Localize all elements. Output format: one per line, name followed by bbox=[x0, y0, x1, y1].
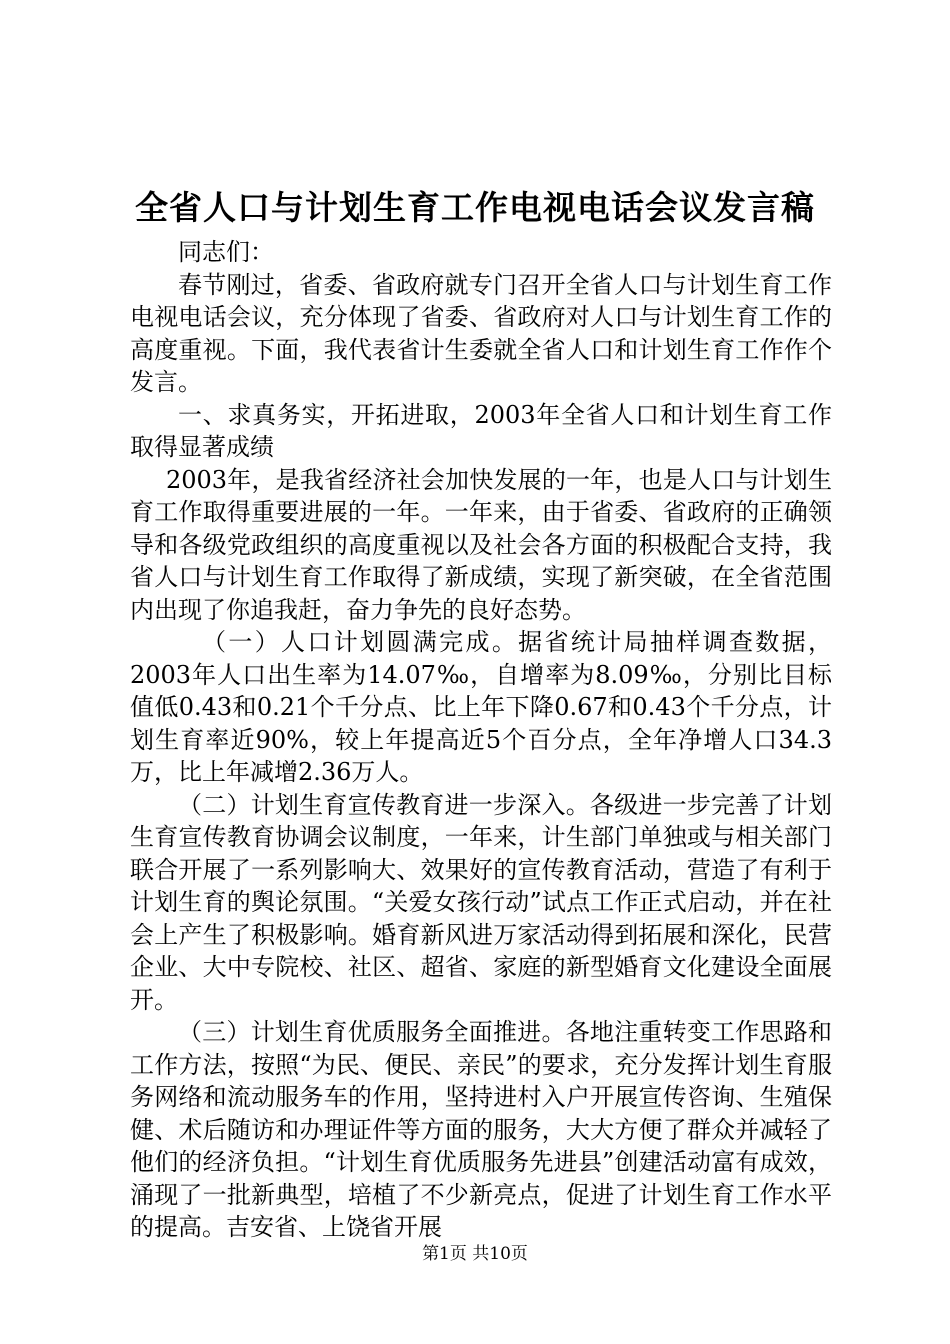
greeting: 同志们： bbox=[178, 238, 274, 266]
paragraph-publicity-education: （二）计划生育宣传教育进一步深入。各级进一步完善了计划生育宣传教育协调会议制度，一年来，计生部门单独或与相关部门联合开展了一系列影响大、效果好的宣传教育活动，营造了有利于计划生育的舆论氛围。“关爱女孩行动”试点工作正式启动，并在社会上产生了积极影响。婚育新风进万家活动得到拓展和深化，民营企业、大中专院校、社区、超省、家庭的新型婚育文化建设全面展开。 bbox=[130, 790, 832, 1014]
paragraph-2003-summary: 2003年，是我省经济社会加快发展的一年，也是人口与计划生育工作取得重要进展的一年。一年来，由于省委、省政府的正确领导和各级党政组织的高度重视以及社会各方面的积极配合支持，我省人口与计划生育工作取得了新成绩，实现了新突破，在全省范围内出现了你追我赶，奋力争先的良好态势。 bbox=[130, 465, 832, 624]
paragraph-population-plan: （一）人口计划圆满完成。据省统计局抽样调查数据，2003年人口出生率为14.07‰，自增率为8.09‰，分别比目标值低0.43和0.21个千分点、比上年下降0.67和0.43个千分点，计划生育率近90%，较上年提高近5个百分点，全年净增人口34.3万，比上年减增2.36万人。 bbox=[130, 628, 832, 786]
paragraph-quality-service: （三）计划生育优质服务全面推进。各地注重转变工作思路和工作方法，按照“为民、便民、亲民”的要求，充分发挥计划生育服务网络和流动服务车的作用，坚持进村入户开展宣传咨询、生殖保健、术后随访和办理证件等方面的服务，大大方便了群众并减轻了他们的经济负担。“计划生育优质服务先进县”创建活动富有成效，涌现了一批新典型，培植了不少新亮点，促进了计划生育工作水平的提高。吉安省、上饶省开展 bbox=[130, 1018, 832, 1241]
paragraph-intro: 春节刚过，省委、省政府就专门召开全省人口与计划生育工作电视电话会议，充分体现了省委、省政府对人口与计划生育工作的高度重视。下面，我代表省计生委就全省人口和计划生育工作作个发言。 bbox=[130, 270, 832, 396]
section-heading-1: 一、求真务实，开拓进取，2003年全省人口和计划生育工作取得显著成绩 bbox=[130, 400, 832, 461]
document-body bbox=[130, 236, 832, 1244]
document-title: 全省人口与计划生育工作电视电话会议发言稿 bbox=[135, 188, 815, 227]
page-number: 第1页 共10页 bbox=[422, 1244, 528, 1264]
